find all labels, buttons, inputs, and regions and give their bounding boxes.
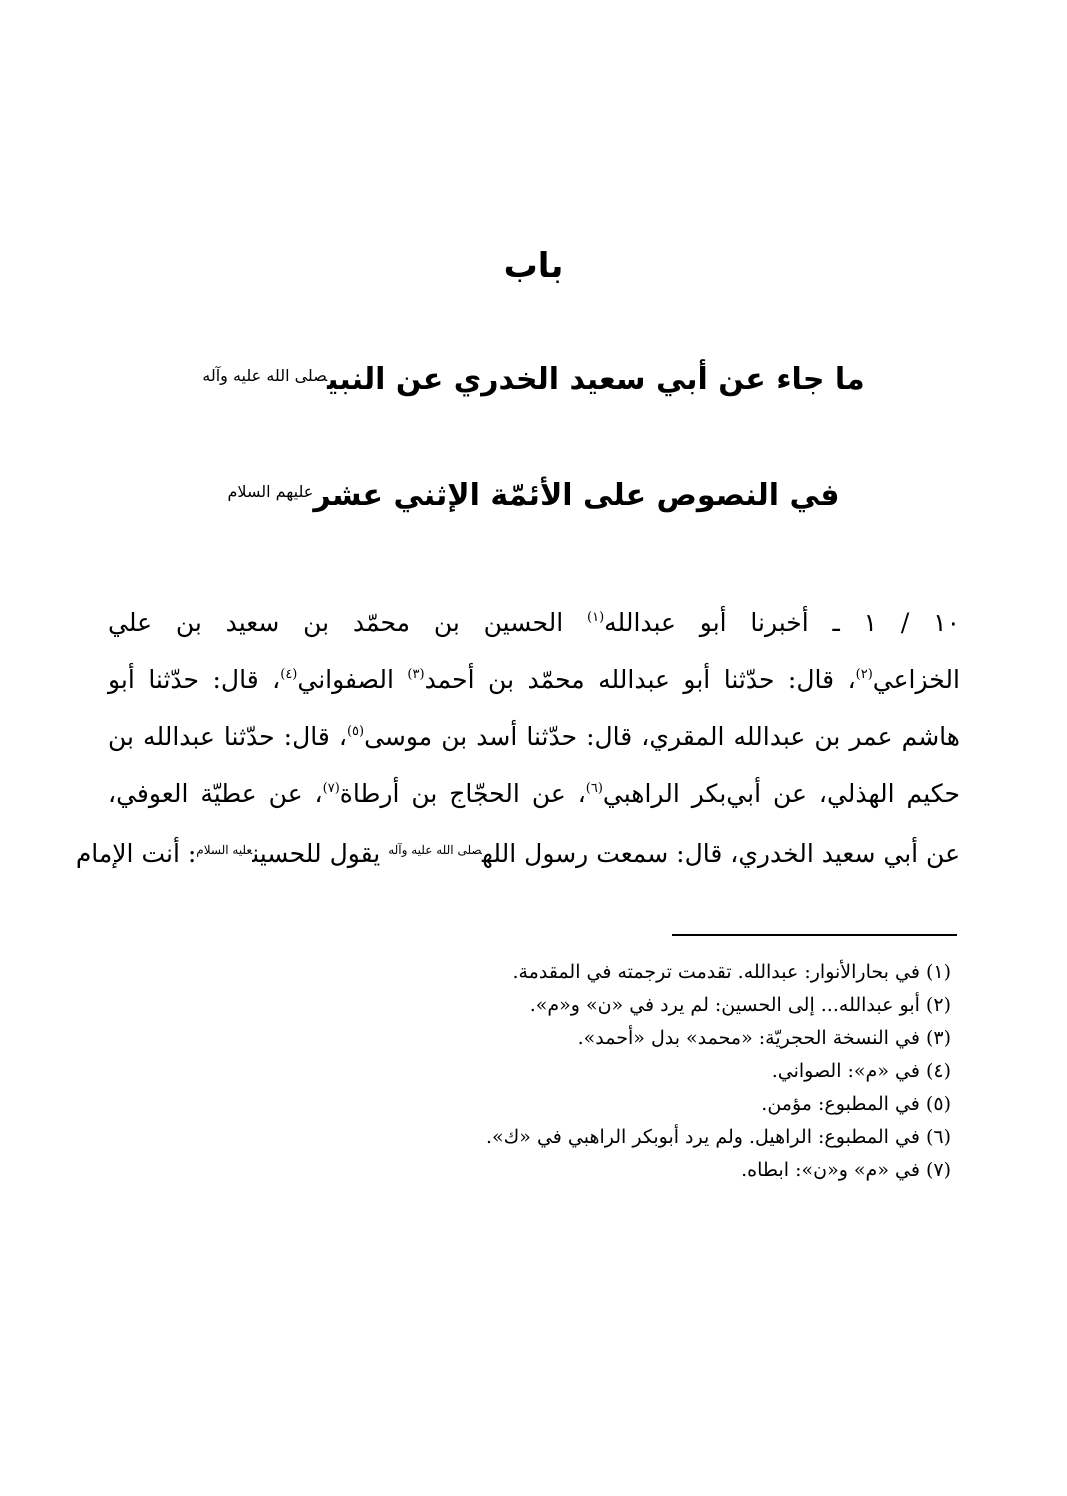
- footnote-marker: (١): [587, 610, 605, 625]
- footnote-marker: (٣): [407, 667, 425, 682]
- chapter-label: باب: [503, 246, 564, 286]
- chapter-subtitle-text: في النصوص على الأئمّة الإثني عشر: [313, 478, 840, 513]
- hadith-line: [75, 822, 960, 882]
- hadith-text: [75, 594, 960, 882]
- prophet-salutation: صلى الله عليه وآله: [202, 366, 328, 385]
- footnote-item: (٤) في «م»: الصواني.: [771, 1060, 951, 1082]
- hadith-text-segment: ، قال: حدّثنا أبو: [108, 665, 281, 694]
- footnote-marker: (٥): [346, 724, 365, 739]
- footnote-item: (٢) أبو عبدالله... إلى الحسين: لم يرد في «ن» و«م».: [529, 994, 951, 1016]
- footnote-item: (٣) في النسخة الحجريّة: «محمد» بدل «أحمد».: [577, 1027, 951, 1049]
- hadith-text-segment: عن أبي سعيد الخدري، قال: سمعت رسول الله: [481, 839, 960, 868]
- hadith-text-segment: : أنت الإمام: [75, 839, 197, 868]
- hadith-line: [108, 651, 960, 708]
- footnote-marker: (٧): [322, 781, 340, 796]
- chapter-title-line-1: [0, 362, 1067, 397]
- footnote-marker: (٢): [855, 667, 873, 682]
- hadith-text-segment: حكيم الهذلي، عن أبي‌بكر الراهبي: [602, 779, 960, 808]
- footnote-item: (١) في بحارالأنوار: عبدالله. تقدمت ترجمته في المقدمة.: [512, 961, 951, 983]
- hadith-text-segment: ، عن الحجّاج بن أرطاة: [339, 779, 586, 808]
- footnote-item: (٦) في المطبوع: الراهيل. ولم يرد أبوبكر الراهبي في «ك».: [485, 1126, 951, 1148]
- hadith-text-segment: ، قال: حدّثنا أبو عبدالله محمّد بن أحمد: [424, 665, 856, 694]
- hadith-text-segment: يقول للحسين: [252, 839, 389, 868]
- hadith-text-segment: الحسين بن محمّد بن سعيد بن علي: [108, 608, 587, 637]
- chapter-title-text: ما جاء عن أبي سعيد الخدري عن النبي: [327, 362, 865, 397]
- hadith-text-segment: الصفواني: [297, 665, 408, 694]
- hadith-text-segment: ، عن عطيّة العوفي،: [108, 779, 323, 808]
- footnote-item: (٥) في المطبوع: مؤمن.: [761, 1093, 951, 1115]
- footnote-item: (٧) في «م» و«ن»: ابطاه.: [741, 1159, 951, 1181]
- hadith-line: [108, 765, 960, 822]
- hadith-line: [108, 708, 960, 765]
- footnote-marker: (٦): [585, 781, 603, 796]
- footnotes-list: [251, 956, 951, 1187]
- imams-salutation: عليهم السلام: [227, 482, 314, 501]
- footnote-divider: [672, 934, 957, 936]
- salutation: صلى الله عليه وآله: [388, 843, 482, 857]
- hadith-text-segment: ١٠ / ١ ـ أخبرنا أبو عبدالله: [604, 608, 960, 637]
- chapter-title-line-2: [0, 478, 1067, 513]
- hadith-line: [108, 594, 960, 651]
- salutation: عليه السلام: [196, 843, 253, 857]
- hadith-text-segment: هاشم عمر بن عبدالله المقري، قال: حدّثنا أسد بن موسى: [364, 722, 960, 751]
- hadith-text-segment: الخزاعي: [872, 665, 960, 694]
- footnote-marker: (٤): [280, 667, 298, 682]
- hadith-text-segment: ، قال: حدّثنا عبدالله بن: [108, 722, 347, 751]
